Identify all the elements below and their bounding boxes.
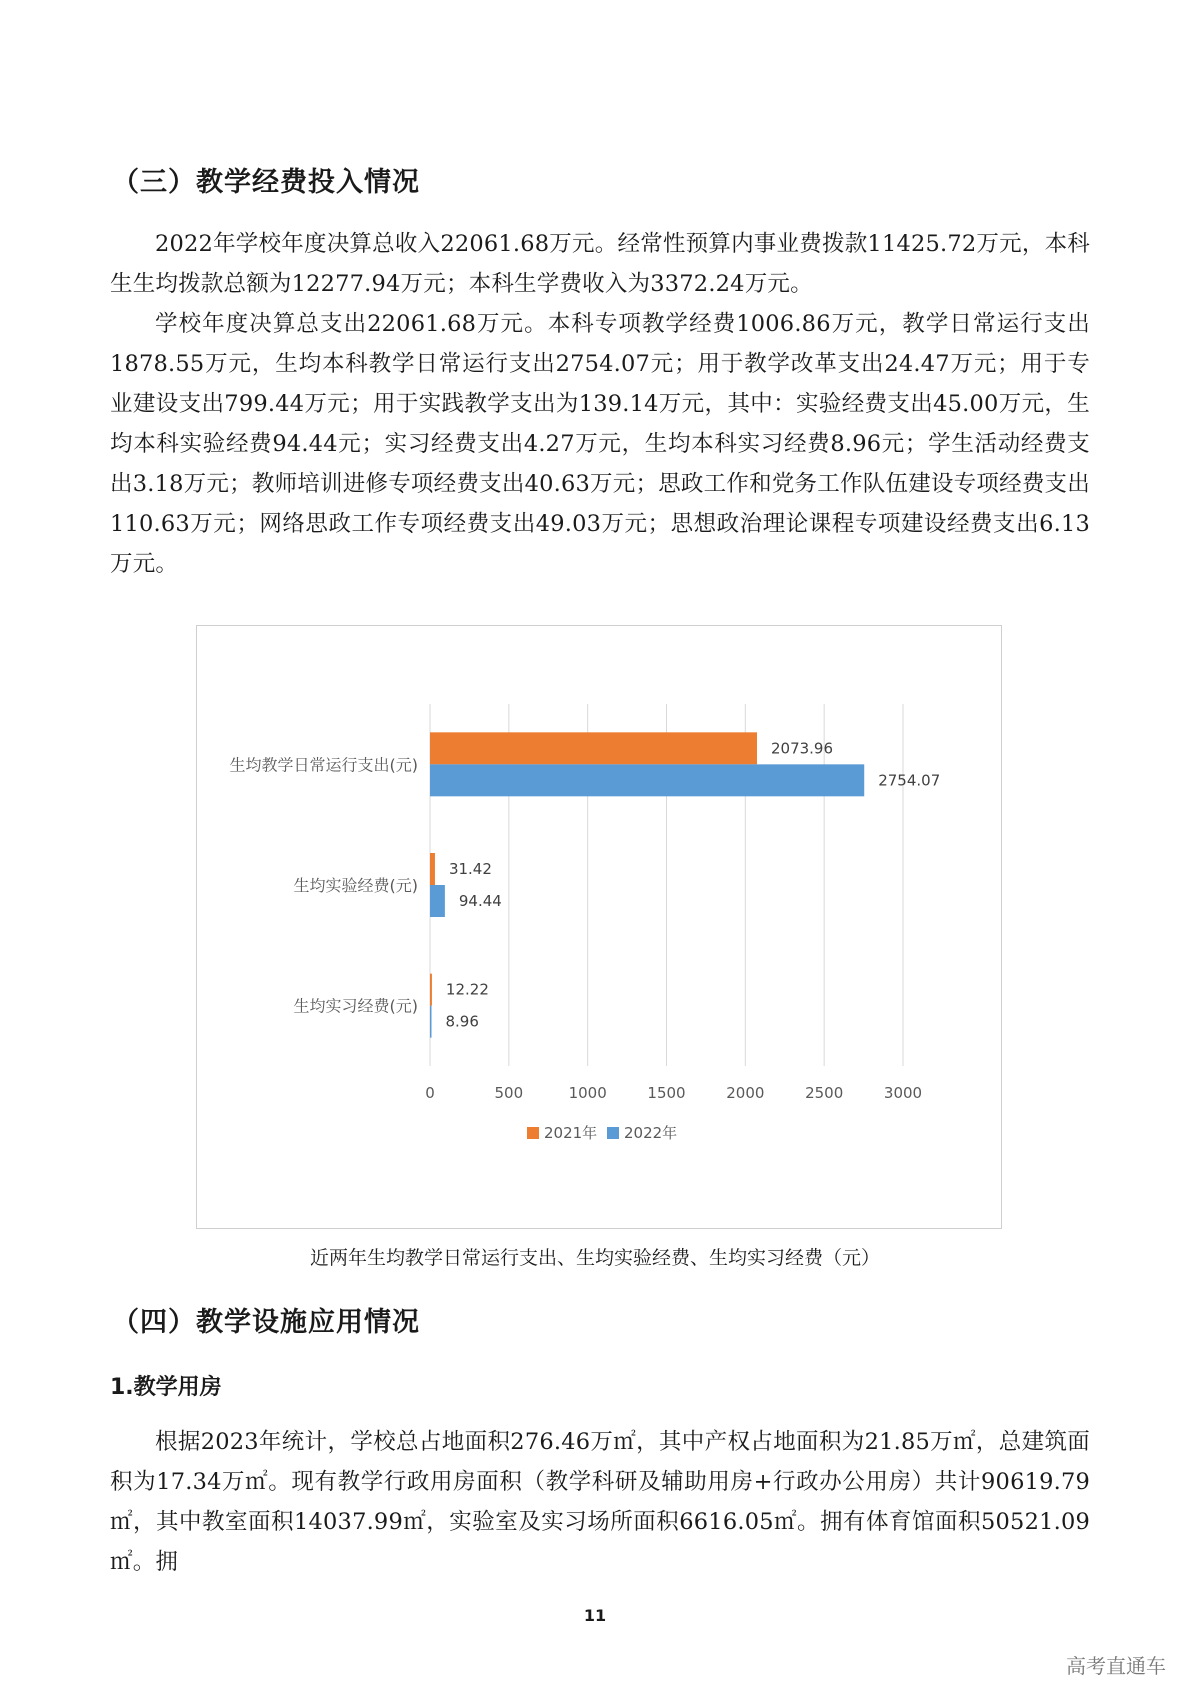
- legend-label: 2021年: [544, 1124, 598, 1142]
- bar: [430, 732, 757, 764]
- data-label: 2073.96: [770, 739, 834, 758]
- chart-caption: 近两年生均教学日常运行支出、生均实验经费、生均实习经费（元）: [309, 1247, 880, 1269]
- bar: [430, 853, 435, 885]
- x-tick-label: 0: [425, 1084, 435, 1102]
- x-tick-label: 3000: [883, 1084, 923, 1102]
- data-label: 12.22: [445, 980, 489, 999]
- paragraph-income: 2022年学校年度决算总收入22061.68万元。经常性预算内事业费拨款11425.72万元，本科生生均拨款总额为12277.94万元；本科生学费收入为3372.24万元。: [110, 231, 1090, 297]
- bar: [430, 885, 445, 917]
- chart-canvas: [197, 626, 1001, 1228]
- bar: [430, 1006, 432, 1038]
- x-tick-label: 2500: [805, 1084, 844, 1102]
- legend-swatch: [527, 1127, 539, 1139]
- x-tick-label: 2000: [726, 1084, 765, 1102]
- section-heading-facilities: （四）教学设施应用情况: [112, 1307, 420, 1338]
- data-label: 94.44: [458, 892, 502, 910]
- legend-swatch: [607, 1127, 619, 1139]
- page-number: 11: [583, 1606, 607, 1625]
- bar: [430, 974, 432, 1006]
- x-tick-label: 1000: [568, 1084, 607, 1102]
- bar: [430, 764, 864, 796]
- data-label: 8.96: [445, 1012, 479, 1031]
- data-label: 2754.07: [878, 771, 941, 790]
- bar-chart: [196, 625, 1002, 1229]
- legend-label: 2022年: [624, 1124, 678, 1142]
- data-label: 31.42: [448, 860, 492, 878]
- subheading-teaching-rooms: 1.教学用房: [110, 1375, 222, 1400]
- paragraph-teaching-rooms: 根据2023年统计，学校总占地面积276.46万㎡，其中产权占地面积为21.85万㎡，总建筑面积为17.34万㎡。现有教学行政用房面积（教学科研及辅助用房+行政办公用房）共计90619.79㎡，其中教室面积14037.99㎡，实验室及实习场所面积6616.05㎡。拥有体育馆面积50521.09㎡。拥: [110, 1429, 1090, 1575]
- x-tick-label: 1500: [647, 1084, 686, 1102]
- x-tick-label: 500: [494, 1084, 524, 1102]
- paragraph-expenditure: 学校年度决算总支出22061.68万元。本科专项教学经费1006.86万元，教学日常运行支出1878.55万元，生均本科教学日常运行支出2754.07元；用于教学改革支出24.47万元；用于专业建设支出799.44万元；用于实践教学支出为139.14万元，其中：实验经费支出45.00万元，生均本科实验经费94.44元；实习经费支出4.27万元，生均本科实习经费8.96元；学生活动经费支出3.18万元；教师培训进修专项经费支出40.63万元；思政工作和党务工作队伍建设专项经费支出110.63万元；网络思政工作专项经费支出49.03万元；思想政治理论课程专项建设经费支出6.13万元。: [110, 311, 1090, 577]
- category-label: 生均实验经费(元): [293, 876, 418, 895]
- category-label: 生均教学日常运行支出(元): [229, 755, 418, 775]
- watermark-text: 高考直通车: [1066, 1654, 1166, 1678]
- section-heading-funding: （三）教学经费投入情况: [112, 167, 420, 198]
- category-label: 生均实习经费(元): [293, 996, 418, 1016]
